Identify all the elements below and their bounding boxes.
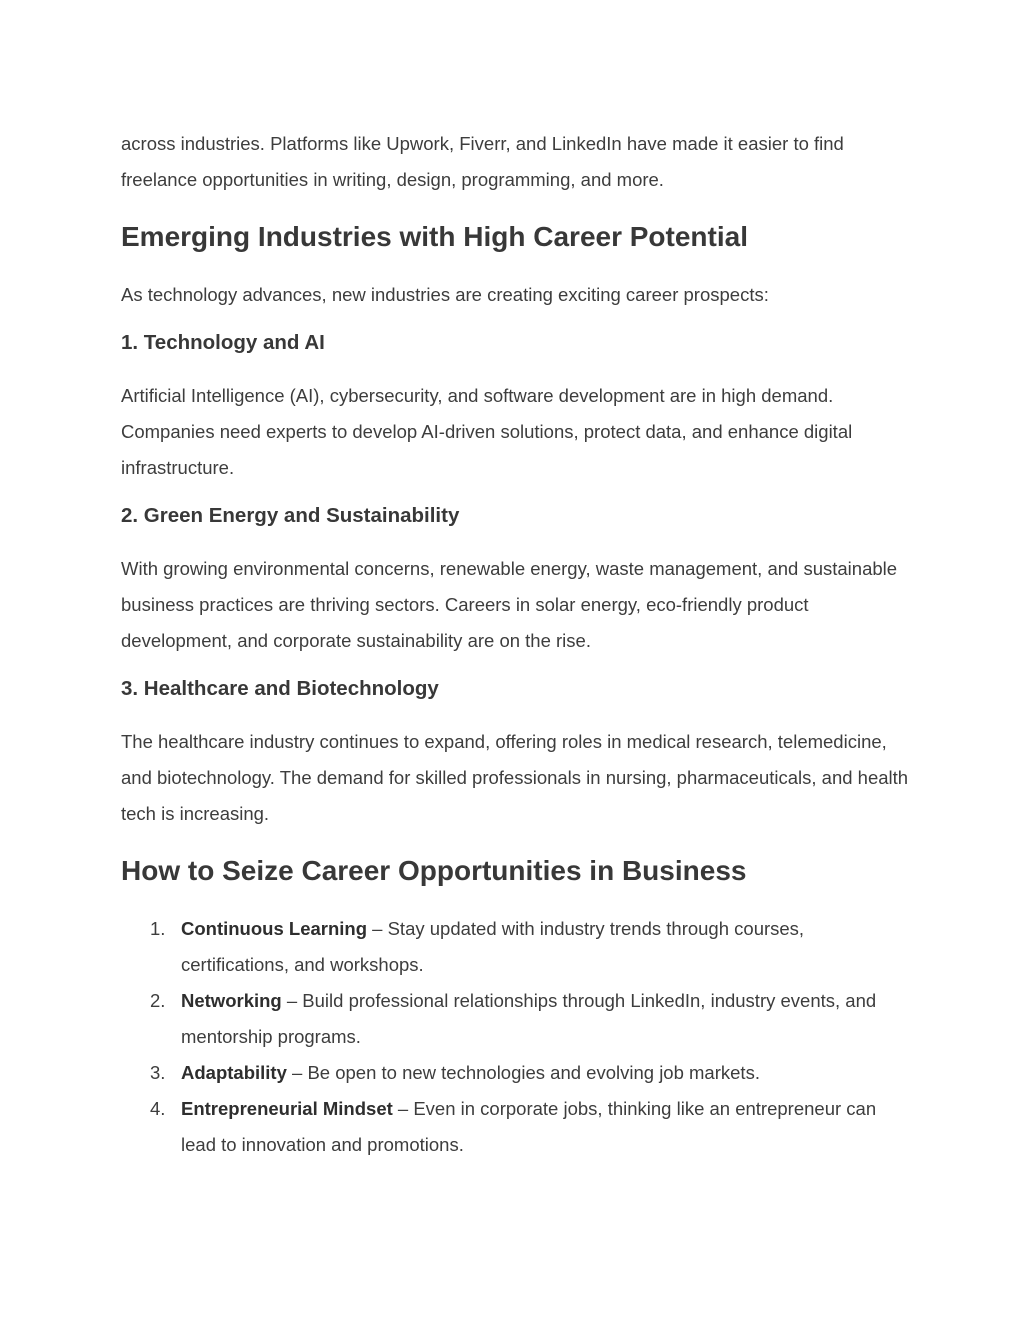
list-item bbox=[121, 1055, 911, 1091]
list-item bbox=[121, 983, 911, 1055]
list-item-text: – Build professional relationships through LinkedIn, industry events, and mentorship programs. bbox=[181, 990, 877, 1047]
list-item-number: 3. bbox=[150, 1062, 166, 1083]
intro-paragraph: across industries. Platforms like Upwork, Fiverr, and LinkedIn have made it easier to find freelance opportunities in writing, design, programming, and more. bbox=[121, 133, 844, 190]
document-page bbox=[121, 126, 911, 1163]
section-heading-emerging-industries: Emerging Industries with High Career Potential bbox=[121, 221, 748, 252]
subheading-technology-ai: 1. Technology and AI bbox=[121, 331, 325, 354]
paragraph-technology-ai: Artificial Intelligence (AI), cybersecurity, and software development are in high demand. Companies need experts to develop AI-driven solutions, protect data, and enhance digital infrastructure. bbox=[121, 385, 853, 478]
tips-list bbox=[121, 911, 911, 1163]
list-item-number: 4. bbox=[150, 1098, 166, 1119]
emerging-intro-paragraph: As technology advances, new industries are creating exciting career prospects: bbox=[121, 284, 769, 305]
paragraph-green-energy: With growing environmental concerns, renewable energy, waste management, and sustainable business practices are thriving sectors. Careers in solar energy, eco-friendly product development, and corporate sustainability are on the rise. bbox=[121, 558, 898, 651]
list-item-number: 1. bbox=[150, 918, 166, 939]
subheading-green-energy: 2. Green Energy and Sustainability bbox=[121, 504, 460, 527]
list-item-text: – Even in corporate jobs, thinking like an entrepreneur can lead to innovation and promotions. bbox=[181, 1098, 877, 1155]
list-item-title: Continuous Learning bbox=[181, 918, 368, 939]
list-item-text: – Stay updated with industry trends through courses, certifications, and workshops. bbox=[181, 918, 805, 975]
list-item bbox=[121, 911, 911, 983]
list-item-number: 2. bbox=[150, 990, 166, 1011]
section-heading-seize-opportunities: How to Seize Career Opportunities in Business bbox=[121, 855, 747, 886]
list-item-title: Networking bbox=[181, 990, 282, 1011]
list-item-title: Entrepreneurial Mindset bbox=[181, 1098, 393, 1119]
list-item-title: Adaptability bbox=[181, 1062, 287, 1083]
list-item bbox=[121, 1091, 911, 1163]
paragraph-healthcare-biotech: The healthcare industry continues to expand, offering roles in medical research, telemedicine, and biotechnology. The demand for skilled professionals in nursing, pharmaceuticals, and health tech is increasing. bbox=[121, 731, 909, 824]
list-item-text: – Be open to new technologies and evolving job markets. bbox=[286, 1062, 760, 1083]
subheading-healthcare-biotech: 3. Healthcare and Biotechnology bbox=[121, 677, 439, 700]
